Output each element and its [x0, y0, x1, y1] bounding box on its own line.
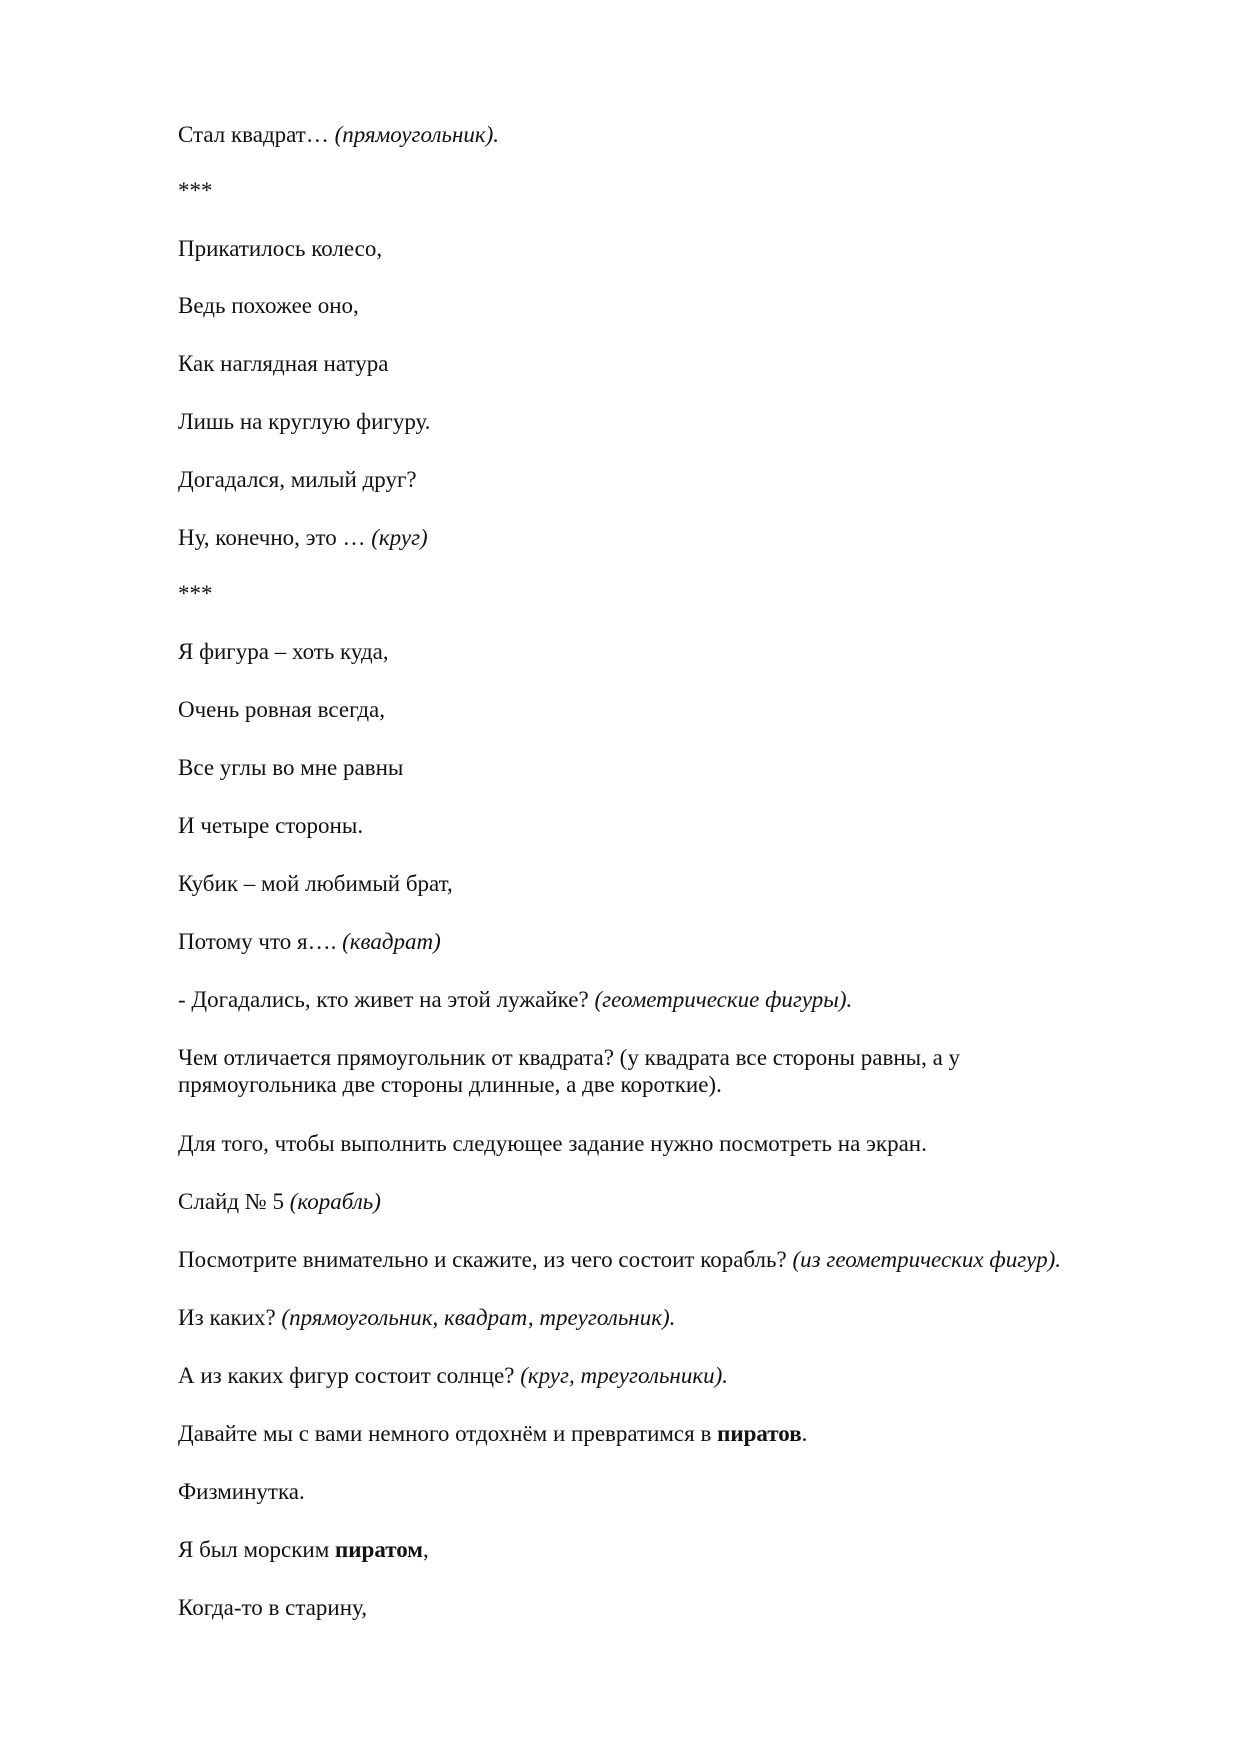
verse-line: Кубик – мой любимый брат, [178, 871, 453, 896]
verse-line: Все углы во мне равны [178, 755, 404, 780]
paragraph: - Догадались, кто живет на этой лужайке? (геометрические фигуры). [178, 987, 853, 1012]
paragraph: Чем отличается прямоугольник от квадрата? (у квадрата все стороны равны, а у прямоугольника две стороны длинные, а две короткие). [178, 1045, 961, 1097]
verse-line: Прикатилось колесо, [178, 236, 383, 261]
verse-line: Как наглядная натура [178, 351, 389, 376]
paragraph: Стал квадрат… (прямоугольник). [178, 122, 500, 147]
verse-line: Догадался, милый друг? [178, 467, 417, 492]
verse-line: Ну, конечно, это … (круг) [178, 525, 428, 550]
paragraph: Физминутка. [178, 1479, 305, 1504]
verse-line: Потому что я…. (квадрат) [178, 929, 441, 954]
verse-line: И четыре стороны. [178, 813, 364, 838]
verse-line: Когда-то в старину, [178, 1595, 367, 1620]
paragraph: Для того, чтобы выполнить следующее задание нужно посмотреть на экран. [178, 1131, 927, 1156]
paragraph: Посмотрите внимательно и скажите, из чего состоит корабль? (из геометрических фигур). [178, 1247, 1061, 1272]
verse-line: Очень ровная всегда, [178, 697, 386, 722]
paragraph: Давайте мы с вами немного отдохнём и превратимся в пиратов. [178, 1421, 808, 1446]
paragraph: Слайд № 5 (корабль) [178, 1189, 381, 1214]
verse-line: Я был морским пиратом, [178, 1537, 429, 1562]
section-separator: *** [178, 178, 213, 203]
paragraph: Из каких? (прямоугольник, квадрат, треугольник). [178, 1305, 676, 1330]
section-separator: *** [178, 581, 213, 606]
verse-line: Я фигура – хоть куда, [178, 639, 389, 664]
paragraph: А из каких фигур состоит солнце? (круг, треугольники). [178, 1363, 728, 1388]
verse-line: Ведь похожее оно, [178, 293, 359, 318]
verse-line: Лишь на круглую фигуру. [178, 409, 431, 434]
